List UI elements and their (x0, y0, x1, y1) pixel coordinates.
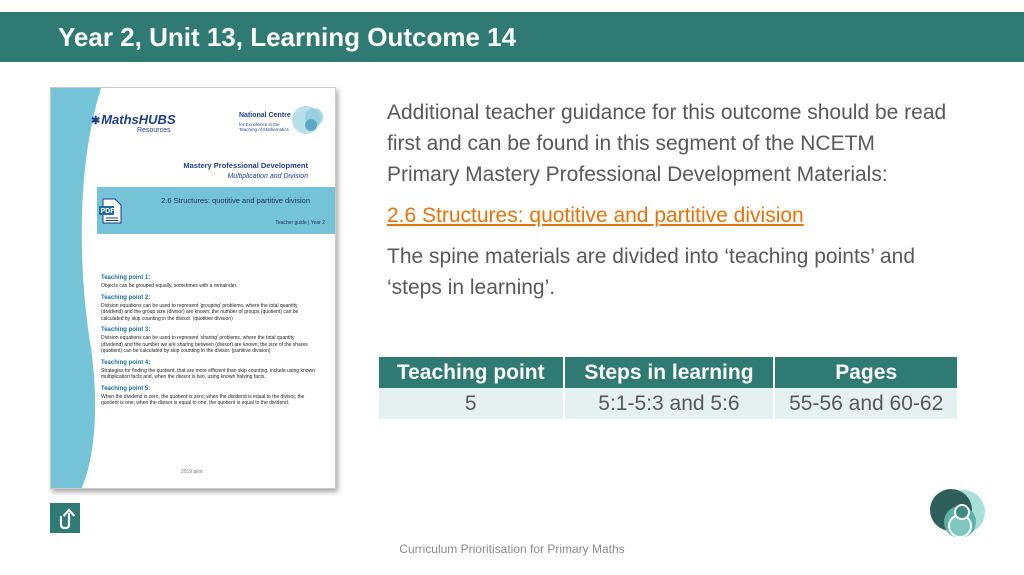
teaching-point-head: Teaching point 5: (101, 385, 151, 392)
table-cell: 5:1-5:3 and 5:6 (564, 388, 775, 419)
teaching-point-head: Teaching point 2: (101, 294, 151, 301)
maths-hubs-logo (91, 112, 176, 134)
star-icon: ✱ (91, 115, 101, 127)
teaching-point-head: Teaching point 3: (101, 327, 151, 333)
logo-sub-text: Resources (137, 127, 171, 134)
teaching-point-body: Division equations can be used to represent 'sharing' problems, where the total quantity (dividend) and the number we are sharing between (divisor) are known; the size of the shares (quotient) can be calculated by skip counting in the divisor. (partitive division) (101, 335, 308, 354)
guidance-text: Additional teacher guidance for this outcome should be read first and can be found in this segment of the NCETM Primary Mastery Professional Development Materials: (387, 101, 947, 186)
teaching-point-body: Strategies for finding the quotient, that are more efficient than skip counting, include using known multiplication facts and, when the divisor is two, using known halving facts. (101, 367, 315, 380)
teaching-points-list (101, 270, 316, 407)
teaching-point-body: Division equations can be used to represent 'grouping' problems, where the total quantity (dividend) and the group size (divisor) are known; the number of groups (quotient) can be calculated by skip counting in the divisor. (quotitive division) (101, 302, 299, 322)
table-row (379, 388, 957, 419)
spine-text: The spine materials are divided into ‘teaching points’ and ‘steps in learning’. (387, 245, 916, 299)
ncetm-circles-icon (291, 104, 327, 140)
doc-band-title: 2.6 Structures: quotitive and partitive division (161, 196, 310, 205)
svg-text:PDF: PDF (100, 208, 115, 215)
title-bar (0, 12, 1024, 62)
pdf-icon (99, 198, 123, 224)
ncetm-logo (239, 108, 329, 148)
back-button[interactable] (50, 503, 80, 533)
table-cell: 55-56 and 60-62 (774, 388, 957, 419)
doc-heading-title: Mastery Professional Development (183, 161, 308, 170)
ncetm-tagline: for Excellence in the Teaching of Mathematics (239, 122, 289, 132)
teaching-point-body: Objects can be grouped equally, sometimes with a remainder. (101, 283, 238, 289)
back-arrow-icon (50, 503, 80, 533)
teaching-point-head: Teaching point 1: (101, 275, 151, 281)
column-header: Pages (774, 357, 957, 388)
doc-band-sub: Teacher guide | Year 2 (275, 220, 325, 226)
ncetm-name: National Centre (239, 112, 291, 119)
doc-heading (183, 161, 308, 180)
doc-heading-sub: Multiplication and Division (227, 173, 308, 180)
page-title: Year 2, Unit 13, Learning Outcome 14 (58, 22, 517, 52)
table-header-row (379, 357, 957, 388)
document-thumbnail[interactable] (50, 87, 336, 489)
outcome-table (379, 357, 957, 419)
footer-text: Curriculum Prioritisation for Primary Maths (399, 542, 625, 556)
ncetm-circles-logo (927, 488, 989, 544)
column-header: Teaching point (379, 357, 564, 388)
doc-title-band (97, 187, 336, 234)
resource-link[interactable]: 2.6 Structures: quotitive and partitive division (387, 204, 804, 227)
column-header: Steps in learning (564, 357, 775, 388)
teaching-point-head: Teaching point 4: (101, 359, 151, 366)
table-cell: 5 (379, 388, 564, 419)
logo-main-text: MathsHUBS (101, 112, 176, 127)
teaching-point-body: When the dividend is zero, the quotient is zero; when the dividend is equal to the divisor, the quotient is one; when the divisor is equal to one, the quotient is equal to the dividend. (101, 393, 305, 406)
doc-footer: 2019 pilot (181, 469, 203, 475)
